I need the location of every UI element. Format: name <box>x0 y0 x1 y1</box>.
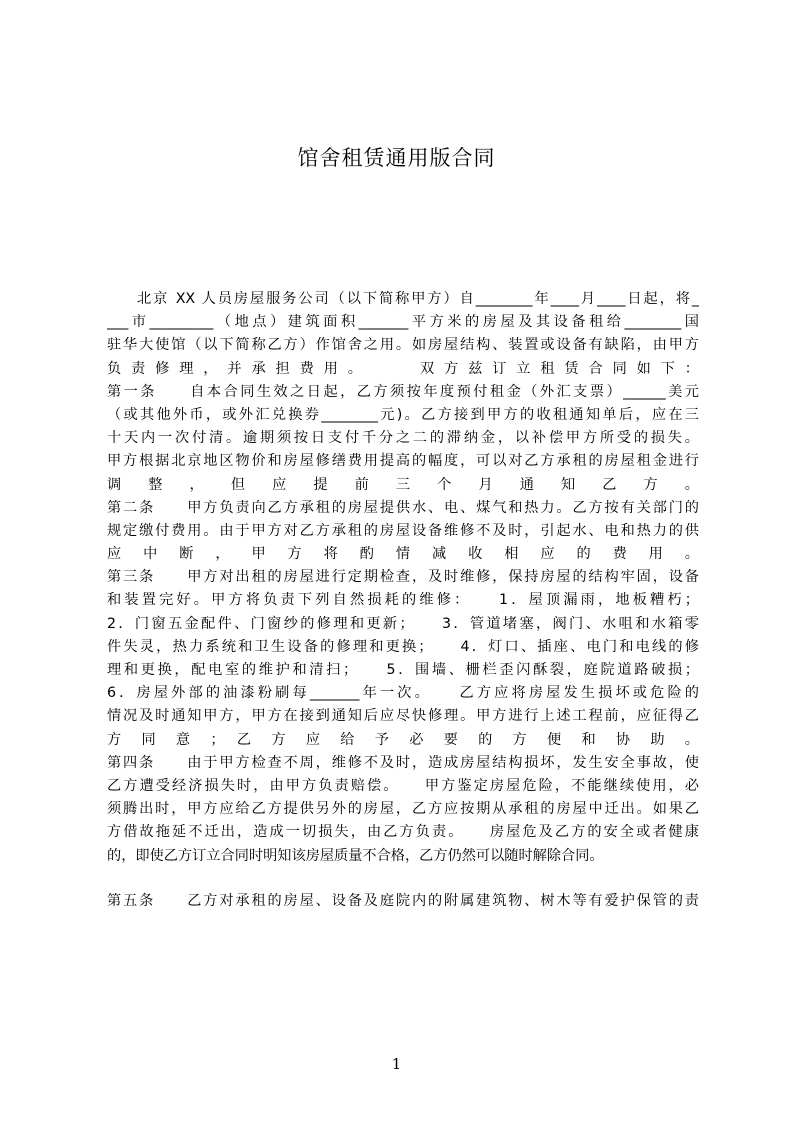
paragraph-line: 和装置完好。甲方将负责下列自然损耗的维修： 1．屋顶漏雨，地板糟朽； <box>107 592 699 609</box>
paragraph-line: 甲方根据北京地区物价和房屋修缮费用提高的幅度，可以对乙方承租的房屋租金进行 <box>107 453 699 470</box>
paragraph-line: 理和更换，配电室的维护和清扫； 5．围墙、栅栏歪闪酥裂，庭院道路破损； <box>107 662 699 678</box>
article-5-line: 第五条 乙方对承租的房屋、设备及庭院内的附属建筑物、树木等有爱护保管的责 <box>107 892 699 909</box>
paragraph-line: （或其他外币，或外汇兑换券________元)。乙方接到甲方的收租通知单后，应在三 <box>107 406 699 423</box>
paragraph-line: 调 整 ， 但 应 提 前 三 个 月 通 知 乙 方 。 <box>107 476 699 493</box>
article-3-line: 第三条 甲方对出租的房屋进行定期检查，及时维修，保持房屋的结构牢固，设备 <box>107 569 699 586</box>
paragraph-line: 须腾出时，甲方应给乙方提供另外的房屋，乙方应按期从承租的房屋中迁出。如果乙 <box>107 801 699 818</box>
paragraph-line: 方 同 意 ； 乙 方 应 给 予 必 要 的 方 便 和 协 助 。 <box>107 731 699 748</box>
paragraph-line: 2．门窗五金配件、门窗纱的修理和更新； 3．管道堵塞，阀门、水咀和水箱零 <box>107 615 699 632</box>
paragraph-line: 件失灵，热力系统和卫生设备的修理和更换； 4．灯口、插座、电门和电线的修 <box>107 638 699 655</box>
paragraph-line: 北京 XX 人员房屋服务公司（以下简称甲方）自________年____月____日起，将_ <box>137 291 699 307</box>
paragraph-line: 规定缴付费用。由于甲方对乙方承租的房屋设备维修不及时，引起水、电和热力的供 <box>107 522 699 539</box>
paragraph-line: 方借故拖延不迁出，造成一切损失，由乙方负责。 房屋危及乙方的安全或者健康 <box>107 824 699 841</box>
paragraph-line: 应 中 断 ， 甲 方 将 酌 情 减 收 相 应 的 费 用 。 <box>107 546 699 563</box>
paragraph-gap <box>107 868 699 890</box>
document-title: 馆舍租赁通用版合同 <box>297 146 496 170</box>
article-4-line: 第四条 由于甲方检查不周，维修不及时，造成房屋结构损坏，发生安全事故，使 <box>107 754 699 771</box>
paragraph-line: 驻华大使馆（以下简称乙方）作馆舍之用。如房屋结构、装置或设备有缺陷，由甲方 <box>107 337 699 354</box>
paragraph-line: 的，即使乙方订立合同时明知该房屋质量不合格，乙方仍然可以随时解除合同。 <box>107 847 604 864</box>
paragraph-line: ___市_________（地点）建筑面积_______平方米的房屋及其设备租给________国 <box>107 314 699 331</box>
article-2-line: 第二条 甲方负责向乙方承租的房屋提供水、电、煤气和热力。乙方按有关部门的 <box>107 499 699 516</box>
page-number: 1 <box>391 1055 402 1073</box>
article-1-line: 第一条 自本合同生效之日起，乙方须按年度预付租金（外汇支票）______美元 <box>107 383 699 400</box>
contract-body <box>107 288 699 913</box>
paragraph-line: 负 责 修 理 ， 并 承 担 费 用 。 双 方 兹 订 立 租 赁 合 同 如 下 ： <box>107 360 699 377</box>
paragraph-line: 十天内一次付清。逾期须按日支付千分之二的滞纳金，以补偿甲方所受的损失。 <box>107 430 699 447</box>
paragraph-line: 乙方遭受经济损失时，由甲方负责赔偿。 甲方鉴定房屋危险，不能继续使用，必 <box>107 777 699 794</box>
paragraph-line: 6．房屋外部的油漆粉刷每_______年一次。 乙方应将房屋发生损坏或危险的 <box>107 685 699 702</box>
paragraph-line: 情况及时通知甲方，甲方在接到通知后应尽快修理。甲方进行上述工程前，应征得乙 <box>107 708 699 725</box>
